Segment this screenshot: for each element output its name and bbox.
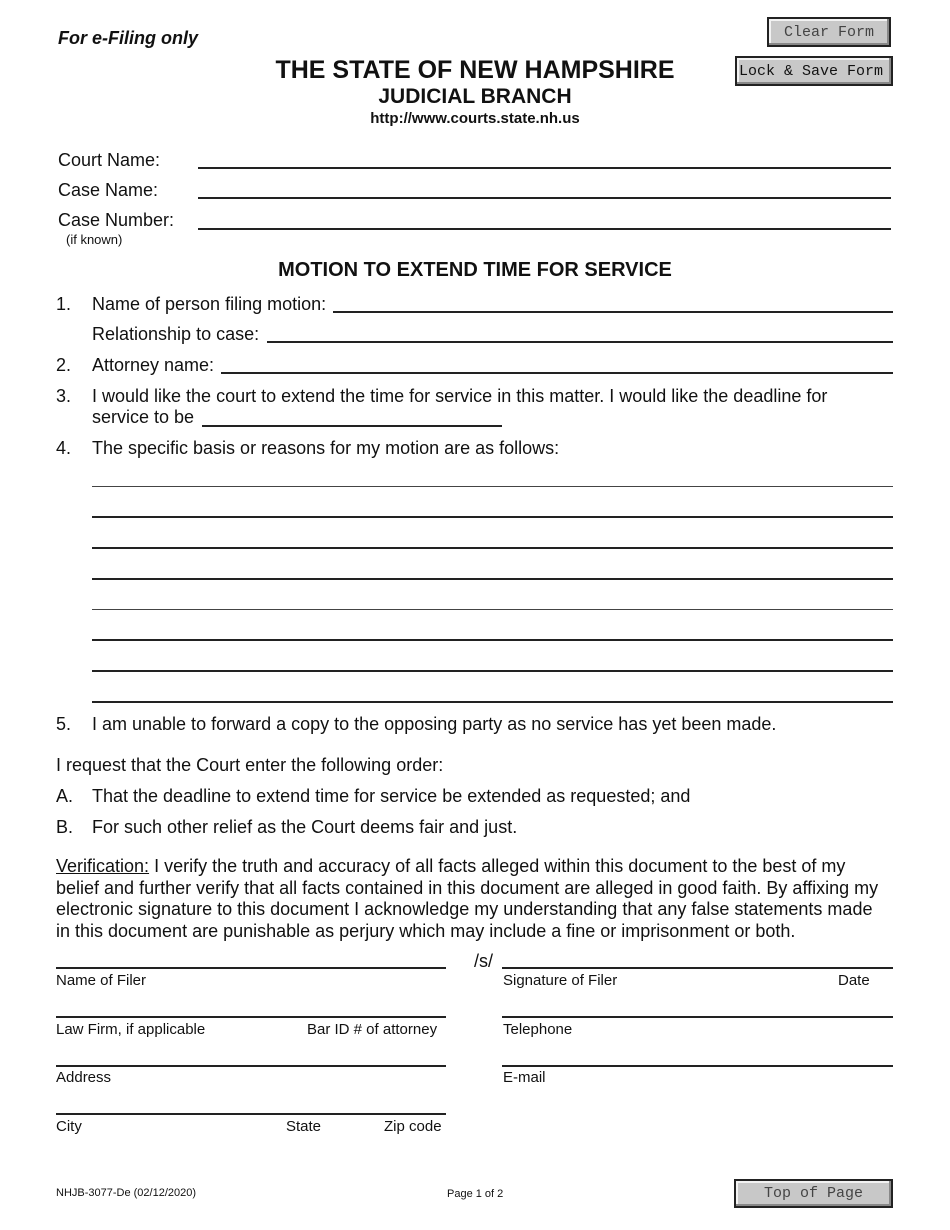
attorney-name-label: Attorney name: [92,355,215,375]
item-number: 5. [56,714,72,734]
signature-field[interactable] [502,967,893,969]
verification-paragraph [56,856,878,942]
clear-form-button[interactable]: Clear Form [767,17,891,47]
order-intro: I request that the Court enter the following order: [56,755,444,775]
lock-save-form-button[interactable]: Lock & Save Form [735,56,893,86]
telephone-field[interactable] [502,1016,893,1018]
item-number: 3. [56,386,72,406]
attorney-name-field[interactable] [221,372,893,374]
branch-title: JUDICIAL BRANCH [378,85,572,108]
form-title: MOTION TO EXTEND TIME FOR SERVICE [278,259,672,281]
order-a-label: A. [56,786,74,806]
verification-text: belief and further verify that all facts contained in this document are alleged in good faith. By affixing my [56,877,879,898]
signature-of-filer-label: Signature of Filer [503,972,618,989]
reasons-line [92,516,893,518]
zip-label: Zip code [384,1118,442,1135]
item5-text: I am unable to forward a copy to the opposing party as no service has yet been made. [92,714,777,734]
case-name-label: Case Name: [58,180,159,200]
efiling-note: For e-Filing only [58,28,198,48]
law-firm-field[interactable] [56,1016,446,1018]
service-deadline-field[interactable] [202,425,502,427]
bar-id-label: Bar ID # of attorney [307,1021,438,1038]
case-number-field[interactable] [198,228,891,230]
date-label: Date [838,972,870,989]
email-field[interactable] [502,1065,893,1067]
verification-text: electronic signature to this document I acknowledge my understanding that any false statements made [56,899,873,919]
reasons-line [92,670,893,672]
item-number: 1. [56,294,72,314]
form-id: NHJB-3077-De (02/12/2020) [56,1187,197,1199]
verification-text: I verify the truth and accuracy of all facts alleged within this document to the best of my [149,856,846,876]
reasons-line [92,609,893,610]
reasons-line [92,639,893,641]
if-known-note: (if known) [66,232,123,247]
verification-text: in this document are punishable as perjury which may include a fine or imprisonment or both. [56,920,796,941]
relationship-field[interactable] [267,341,893,343]
address-label: Address [56,1069,112,1086]
state-label: State [286,1118,322,1135]
name-of-filer-field[interactable] [56,967,446,969]
item-number: 4. [56,438,72,458]
telephone-label: Telephone [503,1021,573,1038]
item3-text-cont: service to be [92,407,195,427]
law-firm-label: Law Firm, if applicable [56,1021,206,1038]
order-b-label: B. [56,817,74,837]
order-a-text: That the deadline to extend time for service be extended as requested; and [92,786,691,806]
relationship-label: Relationship to case: [92,324,260,344]
page-number: Page 1 of 2 [447,1188,504,1200]
filer-name-field[interactable] [333,311,893,313]
item3-text: I would like the court to extend the time for service in this matter. I would like the deadline for [92,386,828,406]
court-url: http://www.courts.state.nh.us [370,110,580,127]
order-b-text: For such other relief as the Court deems fair and just. [92,817,518,837]
reasons-line [92,486,893,487]
filer-name-label: Name of person filing motion: [92,294,327,314]
city-label: City [56,1118,82,1135]
reasons-line [92,701,893,703]
verification-heading: Verification: [56,856,150,876]
court-name-label: Court Name: [58,150,161,170]
name-of-filer-label: Name of Filer [56,972,147,989]
item-number: 2. [56,355,72,375]
email-label: E-mail [503,1069,546,1086]
case-name-field[interactable] [198,197,891,199]
state-title: THE STATE OF NEW HAMPSHIRE [275,56,675,84]
case-number-label: Case Number: [58,210,175,230]
city-state-zip-field[interactable] [56,1113,446,1115]
court-name-field[interactable] [198,167,891,169]
reasons-line [92,547,893,549]
top-of-page-button[interactable]: Top of Page [734,1179,893,1208]
item4-text: The specific basis or reasons for my motion are as follows: [92,438,560,458]
address-field[interactable] [56,1065,446,1067]
s-mark: /s/ [474,951,494,971]
reasons-line [92,578,893,580]
